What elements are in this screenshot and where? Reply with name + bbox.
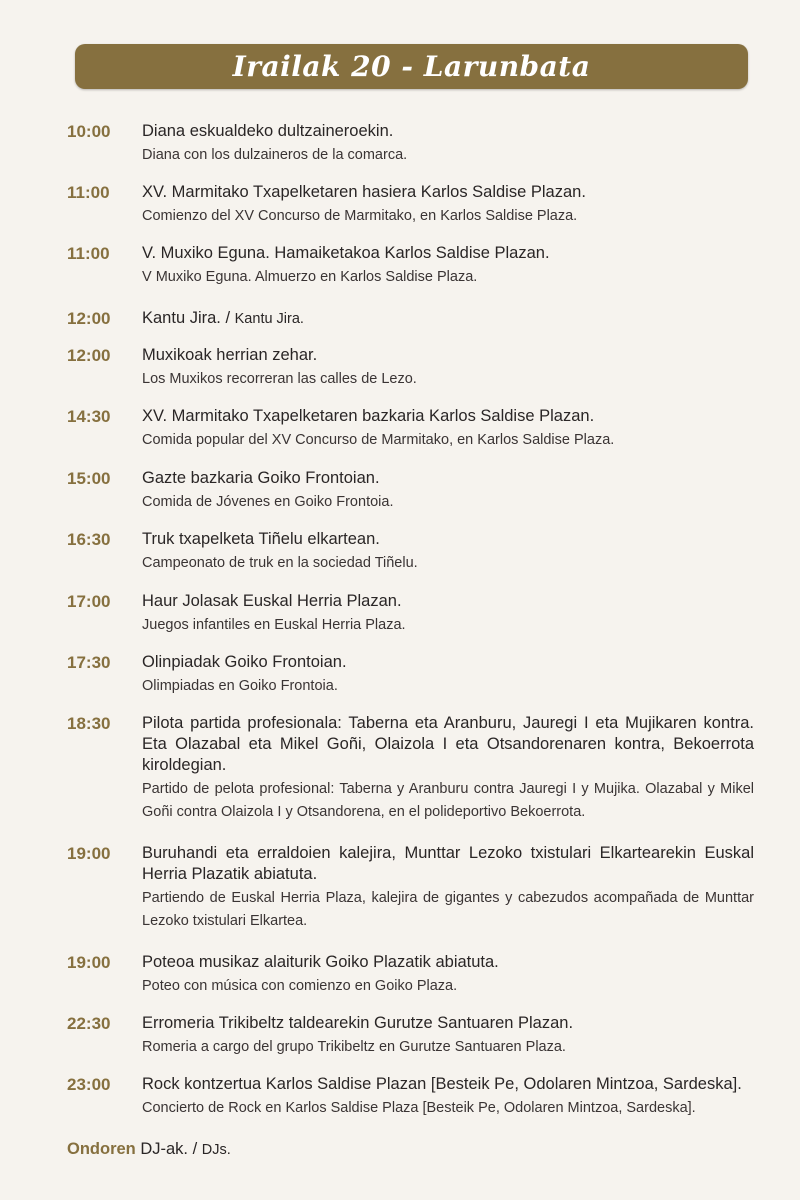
event-title-spanish: Campeonato de truk en la sociedad Tiñelu. (142, 555, 418, 571)
event-time: 14:30 (67, 407, 111, 426)
event-title-spanish: Comienzo del XV Concurso de Marmitako, en Karlos Saldise Plaza. (142, 208, 578, 224)
event-title-basque: XV. Marmitako Txapelketaren bazkaria Karlos Saldise Plazan. (142, 407, 595, 425)
event-title-basque: Truk txapelketa Tiñelu elkartean. (142, 530, 380, 548)
event-time: 10:00 (67, 122, 111, 141)
page-title: Irailak 20 - Larunbata (232, 50, 591, 83)
event-time: 22:30 (67, 1014, 111, 1033)
event-time: 18:30 (67, 714, 111, 733)
event-title-basque: Olinpiadak Goiko Frontoian. (142, 653, 347, 671)
event-title-spanish: Poteo con música con comienzo en Goiko Plaza. (142, 978, 458, 994)
event-time: 11:00 (67, 183, 110, 202)
event-title-spanish: Partiendo de Euskal Herria Plaza, kalejira de gigantes y cabezudos acompañada de Munttar Lezoko txistulari Elkartea. (142, 890, 754, 929)
event-time: 12:00 (67, 346, 111, 365)
event-time: 19:00 (67, 844, 111, 863)
event-title-basque: Haur Jolasak Euskal Herria Plazan. (142, 592, 402, 610)
event-title-basque: Gazte bazkaria Goiko Frontoian. (142, 469, 380, 487)
event-title-spanish: Olimpiadas en Goiko Frontoia. (142, 678, 338, 694)
event-title-basque: Diana eskualdeko dultzaineroekin. (142, 122, 394, 140)
event-title-spanish: Romeria a cargo del grupo Trikibeltz en Gurutze Santuaren Plaza. (142, 1039, 566, 1055)
event-title-basque: V. Muxiko Eguna. Hamaiketakoa Karlos Saldise Plazan. (142, 244, 550, 262)
event-time: 12:00 (67, 309, 111, 328)
event-title-basque: Erromeria Trikibeltz taldearekin Gurutze Santuaren Plazan. (142, 1014, 574, 1032)
event-title-spanish: Partido de pelota profesional: Taberna y Aranburu contra Jauregi I y Mujika. Olazabal y Mikel Goñi contra Olaizola I y Otsandorena, en el polideportivo Bekoerrota. (142, 781, 754, 820)
event-title-basque: Buruhandi eta erraldoien kalejira, Munttar Lezoko txistulari Elkartearekin Euskal Herria Plazatik abiatuta. (142, 844, 754, 883)
footer-spanish: DJs. (201, 1142, 231, 1158)
event-title-spanish: V Muxiko Eguna. Almuerzo en Karlos Saldise Plaza. (142, 269, 478, 285)
event-time: 23:00 (67, 1075, 111, 1094)
footer-label: Ondoren (67, 1140, 136, 1158)
event-title-spanish: Concierto de Rock en Karlos Saldise Plaza [Besteik Pe, Odolaren Mintzoa, Sardeska]. (142, 1100, 696, 1116)
event-time: 15:00 (67, 469, 111, 488)
event-title-spanish: Comida de Jóvenes en Goiko Frontoia. (142, 494, 394, 510)
footer-note (67, 1139, 231, 1161)
event-time: 17:00 (67, 592, 111, 611)
event-title-basque: Pilota partida profesionala: Taberna eta Aranburu, Jauregi I eta Mujikaren kontra. Eta Olazabal eta Mikel Goñi, Olaizola I eta Otsandorenaren kontra, Bekoerrota kiroldegian. (142, 714, 754, 774)
event-title-basque: Muxikoak herrian zehar. (142, 346, 318, 364)
event-title-spanish: Kantu Jira. (234, 311, 304, 327)
event-time: 16:30 (67, 530, 111, 549)
event-time: 19:00 (67, 953, 111, 972)
footer-basque: DJ-ak. / (135, 1140, 202, 1158)
event-title-basque: XV. Marmitako Txapelketaren hasiera Karlos Saldise Plazan. (142, 183, 586, 201)
event-title-basque: Kantu Jira. / (142, 309, 235, 327)
event-title-spanish: Diana con los dulzaineros de la comarca. (142, 147, 408, 163)
event-title-spanish: Los Muxikos recorreran las calles de Lezo. (142, 371, 417, 387)
event-title-basque: Poteoa musikaz alaiturik Goiko Plazatik abiatuta. (142, 953, 499, 971)
event-title-spanish: Comida popular del XV Concurso de Marmitako, en Karlos Saldise Plaza. (142, 432, 615, 448)
event-title-spanish: Juegos infantiles en Euskal Herria Plaza. (142, 617, 406, 633)
event-time: 17:30 (67, 653, 111, 672)
event-title-basque: Rock kontzertua Karlos Saldise Plazan [Besteik Pe, Odolaren Mintzoa, Sardeska]. (142, 1075, 742, 1093)
event-time: 11:00 (67, 244, 110, 263)
header-banner (75, 44, 748, 89)
